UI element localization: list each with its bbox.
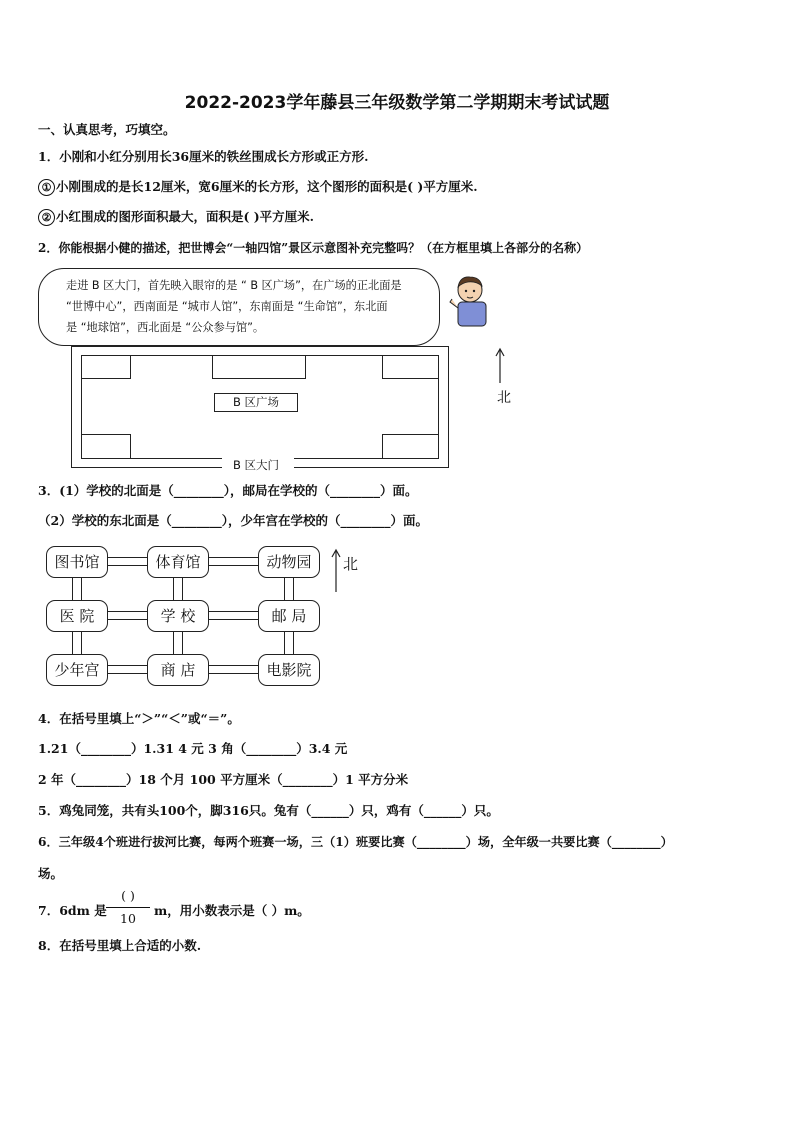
place-library: 图书馆 xyxy=(46,546,108,578)
q3-line2: （2）学校的东北面是（________），少年宫在学校的（________）面。 xyxy=(38,513,428,528)
speech-line: 走进 B 区大门，首先映入眼帘的是 “ B 区广场”，在广场的正北面是 xyxy=(66,279,402,292)
road-connector xyxy=(72,630,82,654)
road-connector xyxy=(206,557,258,566)
road-connector xyxy=(173,576,183,600)
speech-line: 是 “地球馆”，西北面是 “公众参与馆”。 xyxy=(66,321,265,334)
speech-text xyxy=(66,275,402,338)
q1-sub1 xyxy=(38,177,478,196)
answer-box-southwest[interactable] xyxy=(81,434,131,459)
circled-number-1: ① xyxy=(38,179,55,196)
place-post-office: 邮 局 xyxy=(258,600,320,632)
road-connector xyxy=(106,665,148,674)
q1-sub2-text: 小红围成的图形面积最大，面积是( )平方厘米. xyxy=(56,209,315,224)
north-label: 北 xyxy=(343,555,359,573)
road-connector xyxy=(206,611,258,620)
answer-box-southeast[interactable] xyxy=(382,434,439,459)
q6-line2: 场。 xyxy=(38,866,64,881)
north-label: 北 xyxy=(497,390,511,406)
q3-line1: 3．(1）学校的北面是（________），邮局在学校的（________）面。 xyxy=(38,483,418,498)
fraction-bar xyxy=(106,907,150,908)
road-connector xyxy=(106,611,148,620)
section-heading: 一、认真思考，巧填空。 xyxy=(38,122,176,137)
north-arrow-icon xyxy=(330,548,342,592)
north-arrow-icon xyxy=(494,347,506,383)
q5-text: 5．鸡兔同笼，共有头100个，脚316只。兔有（______）只，鸡有（______）只。 xyxy=(38,803,499,818)
q7-suffix: m，用小数表示是（ ）m。 xyxy=(154,903,310,918)
road-connector xyxy=(173,630,183,654)
q4-row1: 1.21（________）1.31 4 元 3 角（________）3.4 元 xyxy=(38,741,348,756)
fraction-numerator: ( ) xyxy=(121,888,135,903)
place-store: 商 店 xyxy=(147,654,209,686)
fraction-denominator: 10 xyxy=(120,911,136,926)
gate-label: B 区大门 xyxy=(233,458,280,472)
place-zoo: 动物园 xyxy=(258,546,320,578)
road-connector xyxy=(72,576,82,600)
q1-sub1-text: 小刚围成的是长12厘米，宽6厘米的长方形，这个图形的面积是( )平方厘米. xyxy=(56,179,478,194)
page-title: 2022-2023学年藤县三年级数学第二学期期末考试试题 xyxy=(184,93,610,113)
answer-box-northwest[interactable] xyxy=(81,355,131,379)
place-cinema: 电影院 xyxy=(258,654,320,686)
place-school: 学 校 xyxy=(147,600,209,632)
q1-stem: 1．小刚和小红分别用长36厘米的铁丝围成长方形或正方形. xyxy=(38,149,369,164)
answer-box-northeast[interactable] xyxy=(382,355,439,379)
road-connector xyxy=(206,665,258,674)
q4-stem: 4．在括号里填上“＞”“＜”或“＝”。 xyxy=(38,711,240,726)
q1-sub2 xyxy=(38,207,314,226)
q6-line1: 6．三年级4个班进行拔河比赛，每两个班赛一场，三（1）班要比赛（________）场，全年级一共要比赛（________） xyxy=(38,835,673,849)
q7-prefix: 7．6dm 是 xyxy=(38,903,107,918)
answer-box-north[interactable] xyxy=(212,355,306,379)
q2-stem: 2．你能根据小健的描述，把世博会“一轴四馆”景区示意图补充完整吗？（在方框里填上各部分的名称） xyxy=(38,241,589,255)
circled-number-2: ② xyxy=(38,209,55,226)
place-youth-palace: 少年宫 xyxy=(46,654,108,686)
road-connector xyxy=(284,630,294,654)
road-connector xyxy=(106,557,148,566)
q8-text: 8．在括号里填上合适的小数. xyxy=(38,938,202,953)
plaza-label: B 区广场 xyxy=(214,393,298,412)
q4-row2: 2 年（________）18 个月 100 平方厘米（________）1 平方分米 xyxy=(38,772,409,787)
place-gym: 体育馆 xyxy=(147,546,209,578)
speech-line: “世博中心”，西南面是 “城市人馆”，东南面是 “生命馆”，东北面 xyxy=(66,300,388,313)
place-hospital: 医 院 xyxy=(46,600,108,632)
boy-illustration-icon xyxy=(448,272,492,328)
road-connector xyxy=(284,576,294,600)
